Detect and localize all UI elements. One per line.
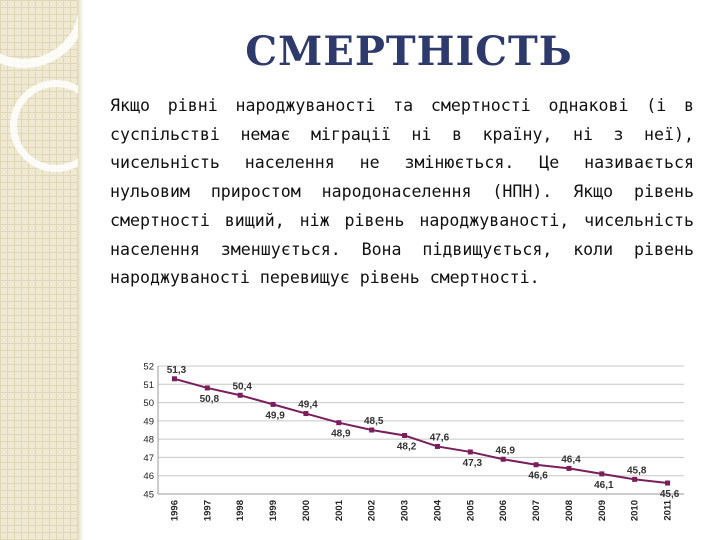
x-tick-label: 2008 <box>563 500 575 522</box>
data-label: 47,6 <box>429 432 450 444</box>
x-tick-label: 2005 <box>465 500 477 522</box>
y-tick-label: 51 <box>143 379 154 391</box>
decorative-side-band <box>0 0 78 540</box>
x-tick-label: 2009 <box>596 500 608 522</box>
data-point <box>402 433 407 438</box>
data-point <box>665 481 670 486</box>
data-point <box>501 457 506 462</box>
data-label: 51,3 <box>166 364 187 376</box>
y-tick-label: 45 <box>143 489 154 501</box>
data-label: 45,6 <box>659 489 680 501</box>
data-label: 48,2 <box>396 441 417 453</box>
data-label: 45,8 <box>626 465 647 477</box>
y-tick-label: 49 <box>143 416 154 428</box>
data-label: 48,5 <box>363 416 384 427</box>
data-label: 46,4 <box>561 454 581 466</box>
data-label: 49,4 <box>298 399 318 411</box>
data-point <box>172 376 177 381</box>
x-tick-label: 2004 <box>432 500 444 522</box>
y-tick-label: 47 <box>143 452 154 464</box>
data-point <box>534 462 539 467</box>
data-point <box>271 402 276 407</box>
decorative-ring <box>10 80 102 172</box>
data-point <box>303 411 308 416</box>
y-tick-label: 52 <box>143 361 154 373</box>
y-tick-label: 48 <box>143 434 154 446</box>
data-point <box>599 471 604 476</box>
x-tick-label: 2000 <box>300 500 312 522</box>
data-point <box>336 420 341 425</box>
y-tick-label: 50 <box>143 398 154 410</box>
data-label: 47,3 <box>462 457 483 469</box>
data-point <box>369 428 374 433</box>
x-tick-label: 2003 <box>399 500 411 522</box>
data-point <box>632 477 637 482</box>
x-tick-label: 2001 <box>333 500 345 522</box>
x-tick-label: 2007 <box>531 500 543 522</box>
slide-title: СМЕРТНІСТЬ <box>245 28 573 75</box>
data-point <box>435 444 440 449</box>
data-label: 48,9 <box>331 428 351 440</box>
data-point <box>238 393 243 398</box>
slide-paragraph: Якщо рівні народжуваності та смертності однакові (і в суспільстві немає міграції ні в країну, ні з неї), чисельність населення не змінюється. Це називається нульовим приростом народонаселення (НПН). Якщо рівень смертності вищий, ніж рівень народжуваності, чисельність населення зменшується. Вона підвищується, коли рівень народжуваності перевищує рівень смертності. <box>110 96 694 288</box>
x-tick-label: 1997 <box>202 500 214 522</box>
x-tick-label: 2006 <box>498 500 510 522</box>
data-point <box>205 385 210 390</box>
data-label: 46,9 <box>495 445 515 457</box>
data-point <box>468 449 473 454</box>
x-tick-label: 1996 <box>169 500 181 522</box>
x-tick-label: 1998 <box>235 500 247 522</box>
x-tick-label: 1999 <box>268 500 280 522</box>
data-label: 49,9 <box>265 410 285 422</box>
data-label: 50,4 <box>232 381 252 393</box>
series-line <box>174 379 667 483</box>
x-tick-label: 2010 <box>629 500 641 522</box>
mortality-line-chart <box>132 356 692 536</box>
data-label: 46,6 <box>528 470 548 482</box>
side-band-edge <box>78 0 84 540</box>
data-label: 50,8 <box>199 393 220 405</box>
x-tick-label: 2002 <box>366 500 378 522</box>
y-tick-label: 46 <box>143 471 154 483</box>
data-label: 46,1 <box>594 479 614 491</box>
data-point <box>566 466 571 471</box>
x-tick-label: 2011 <box>662 500 674 521</box>
decorative-ring <box>0 0 88 68</box>
